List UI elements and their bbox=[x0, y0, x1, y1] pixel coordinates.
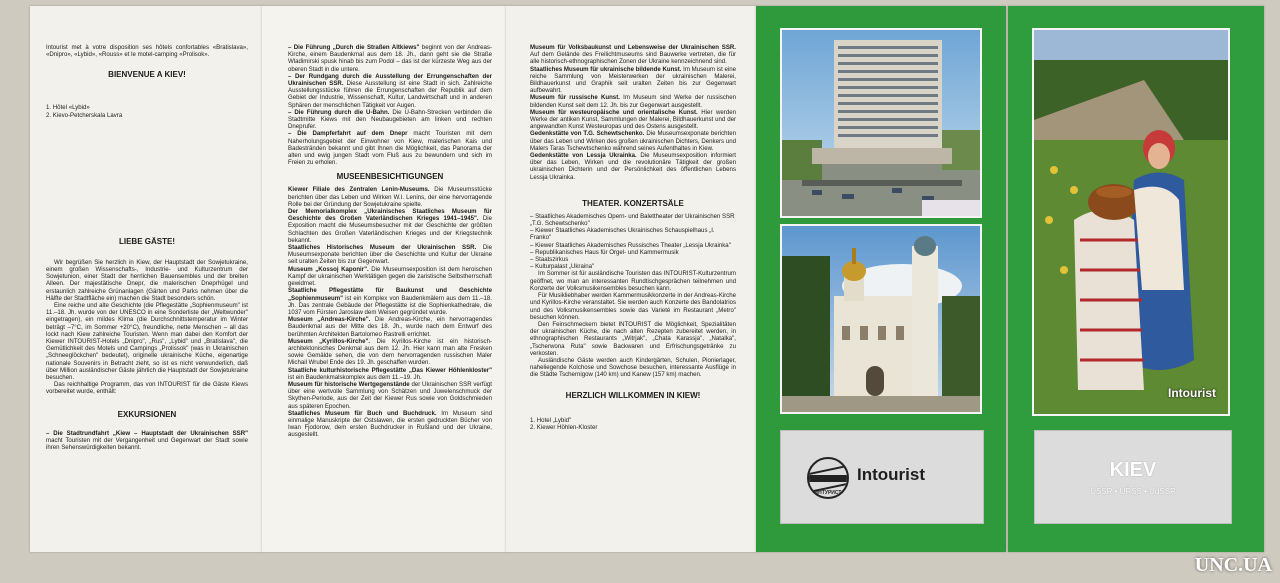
theater-opera: – Staatliches Akademisches Opern- und Balettheater der Ukrainischen SSR „T.G. Schewtschenko" bbox=[530, 212, 735, 228]
culture-center-text: Im Sommer ist für ausländische Touristen das INTOURIST-Kulturzentrum geöffnet, wo man an interessanten Rundtischgesprächen teilnehmen und Konzerte der Volksmusikensembles besuchen kann. bbox=[530, 270, 736, 292]
intourist-plate bbox=[780, 430, 984, 524]
panel-2-text bbox=[288, 44, 492, 439]
memorial-ukrainka: Gedenkstätte von Lessja Ukrainka. Die Museumsexposition informiert über das Leben, Wirken und die revolutionäre Tätigkeit der großen ukrainischen Dichterin und der Persönlichkeit des öffentlichen Lebens Lessja Ukrainka. bbox=[530, 152, 736, 181]
emblem-label: ИНТУРИСТ bbox=[814, 490, 842, 496]
lavra-monastery-photo bbox=[780, 224, 982, 414]
tour-boat: – Die Dampferfahrt auf dem Dnepr macht Touristen mit dem Naherholungsgebiet der Einwohner von Kiew, malerischen Kais und Badestränden bekannt und gibt Ihnen die Möglichkeit, das Panorama der alten und ewig jungen Stadt vom Fluß aus zu bewundern und sich im Freien zu erholen. bbox=[288, 130, 493, 167]
museum-rus-art: Museum für russische Kunst. Im Museum sind Werke der russischen bildenden Kunst seit dem 12. Jh. bis zur Gegenwart ausgestellt. bbox=[530, 94, 736, 109]
intourist-brand: Intourist bbox=[857, 465, 925, 484]
memorial-shevchenko: Gedenkstätte von T.G. Schewtschenko. Die Museumsexponate berichten über das Leben und Wirken des großen ukrainischen Dichters, Denkers und Malers Taras Tschewtschenko während seines Aufenthaltes in Kiew. bbox=[530, 130, 736, 152]
kiev-title-plate bbox=[1034, 430, 1232, 524]
museum-west-art: Museum für westeuropäische und orientalische Kunst. Hier werden Werke der antiken Kunst, Sammlungen der Malerei, Bildhauerkunst und der angewandten Kunst Westeuropas und des Ostens ausgestellt. bbox=[530, 108, 737, 131]
title-museen: MUSEENBESICHTIGUNGEN bbox=[336, 172, 444, 182]
museum-historical: Staatliches Historisches Museum der Ukrainischen SSR. Die Museumsexponate berichten über die Geschichte und Kultur der Ukraine seit uralten Zeiten bis zur Gegenwart. bbox=[288, 244, 492, 266]
title-willkommen: HERZLICH WILLKOMMEN IN KIEW! bbox=[565, 390, 701, 400]
museum-books: Staatliches Museum für Buch und Buchdruck. Im Museum sind einmalige Manuskripte der Ostslawen, die ersten gedruckten Bücher von Iwan Fjodorow, dem ersten Buchdrucker in Rußland und der Ukraine, ausgestellt. bbox=[288, 409, 492, 439]
legend-hotel: 1. Hotel „Lybid" bbox=[530, 416, 572, 424]
panel-1-welcome bbox=[30, 6, 262, 552]
panel-5-cover bbox=[1008, 6, 1264, 552]
city-subtitle: USSR • URSS • UdSSR bbox=[1090, 487, 1176, 496]
museum-folk: Museum für Volksbaukunst und Lebensweise der Ukrainischen SSR. Auf dem Gelände des Freilichtmuseums sind Bauwerke vertreten, die für alle historisch-ethnographischen Zonen der Ukraine kennzeichnend sind. bbox=[530, 44, 736, 66]
welcome-paragraph-2: Eine reiche und alte Geschichte (die Pflegestätte „Sophienmuseum" ist 11.–18. Jh. wurde von der UNESCO in eine Sonderliste der „Weltwunder" eingetragen), ein mildes Klima (die Durchschnittstemperatur im Winter beträgt –7°C, im Sommer +20°C), freundliche, nette Menschen – all das lockt nach Kiew zahlreiche Touristen. Wenn man dabei den Komfort der Kiewer INTOURIST-Hotels „Dnipro", „Rus", „Lybid" und „Bratislava", die Gemütlichkeit des Motels und Campings „Prolissok" (was in Ukrainischen „Schneeglöckchen" bedeutet), originelle ukrainische Küche, eigenartige nationale Souvenirs in Betracht zieht, so ist es nicht verwunderlich, daß über Million ausländischer Gäste jährlich die Hauptstadt der Sowjetukraine besuchen. bbox=[46, 302, 248, 382]
excursion-1: – Die Stadtrundfahrt „Kiew – Hauptstadt der Ukrainischen SSR" macht Touristen mit der Vergangenheit und Gegenwart der Stadt sowie ihren Sehenswürdigkeiten bekannt. bbox=[46, 429, 248, 452]
panel-3-text bbox=[530, 44, 736, 431]
title-liebe-gaeste: LIEBE GÄSTE! bbox=[118, 236, 175, 246]
intourist-emblem-icon bbox=[807, 457, 849, 499]
tour-old-kiev: – Die Führung „Durch die Straßen Altkiews" beginnt von der Andreas-Kirche, einem Baudenkmal aus dem 18. Jh., dann geht sie die Straße Wladimirski spusk hinab bis zum Podol – das ist der kürzeste Weg aus der oberen Stadt in die untere. bbox=[288, 44, 492, 73]
museum-kossoj-kaponir: Museum „Kossoj Kaponir". Die Museumsexposition ist dem heroischen Kampf der ukrainischen Werktätigen gegen die zaristische Selbstherrschaft gewidmet. bbox=[288, 265, 492, 288]
welcome-paragraph-1: Wir begrüßen Sie herzlich in Kiew, der Hauptstadt der Sowjetukraine, einem großen Wissenschafts-, Industrie- und Kulturzentrum der Sowjetunion, einer Stadt der herrlichen Bauensembles und der breiten Alleen. Der majestätische Dnepr, die malerischen Dneprhügel und erstaunlich zahlreiche Grünanlagen (Gärten und Parks nehmen über die Hälfte der Stadtfläche ein) machen die Stadt besonders schön. bbox=[46, 258, 248, 302]
panel-2-excursions-museums bbox=[262, 6, 506, 552]
legend-item-1: 1. Hôtel «Lybid» bbox=[46, 104, 90, 112]
museum-andreas: Museum „Andreas-Kirche". Die Andreas-Kirche, ein hervorragendes Baudenkmal aus der Mitte des 18. Jh., wurde nach dem Entwurf des berühmten Architekten Bartolomeo Rastrelli errichtet. bbox=[288, 316, 493, 338]
museum-lenin: Kiewer Filiale des Zentralen Lenin-Museums. Die Museumsstücke berichten über das Leben und Wirken W.I. Lenins, der eine hervorragende Rolle bei der Gründung der Sowjetukraine spielte. bbox=[288, 186, 492, 208]
title-theater: THEATER. KONZERTSÄLE bbox=[582, 198, 684, 208]
intro-text: Intourist met à votre disposition ses hôtels confortables «Bratislava», «Dnipro», «Lybid», «Rouss» et le motel-camping «Prolisok». bbox=[46, 44, 248, 59]
intourist-photo-brand: Intourist bbox=[1168, 386, 1216, 400]
music-text: Für Musikliebhaber werden Kammermusikkonzerte in der Andreas-Kirche und Kyrillos-Kirche veranstaltet. Sie werden auch Konzerte des Bandolatrios und des Volksmusikensembles sowie das Varieté im Restaurant „Metro" besuchen können. bbox=[530, 292, 736, 321]
museum-treasures: Museum für historische Wertgegenstände der Ukrainischen SSR verfügt über eine wertvolle Sammlung von Schätzen und Juwelenschmuck der Skythen-Periode, aus der Zeit der Kiewer Rus sowie von Goldschmieden aus späteren Epochen. bbox=[288, 380, 492, 410]
city-title: KIEV bbox=[1109, 459, 1157, 481]
theater-ukrainka: – Kiewer Staatliches Akademisches Russisches Theater „Lessja Ukrainka" bbox=[530, 241, 731, 249]
theater-ukraina: – Kulturpalast „Ukraina" bbox=[530, 263, 595, 271]
museum-war-memorial: Der Memorialkomplex „Ukrainisches Staatliches Museum für Geschichte des Großen Vaterländischen Krieges 1941–1945". Die Exposition macht die Museumsbesucher mit der Geschichte der größten Schlachten des Großen Vaterländischen Krieges und der Kriegstechnik bekannt. bbox=[288, 208, 492, 244]
museum-ukr-art: Staatliches Museum für ukrainische bildende Kunst. Im Museum ist eine reiche Sammlung von Meisterwerken der ukrainischen Malerei, Bildhauerkunst und Graphik seit uralten Zeiten bis zur Gegenwart aufbewahrt. bbox=[530, 65, 736, 95]
tour-metro: – Die Führung durch die U-Bahn. Die U-Bahn-Strecken verbinden die Stadtmitte Kiews mit den Neubaugebieten am linken und rechten Dneprufer. bbox=[288, 108, 492, 131]
tour-exhibition: – Der Rundgang durch die Ausstellung der Errungenschaften der Ukrainischen SSR. Diese Ausstellung ist eine Stadt in sich. Zahlreiche Ausstellungsstücke führen die Errungenschaften der Republik auf dem Gebiet der Industrie, Wissenschaft, Kultur, Landwirtschaft und in anderen Sphären der menschlichen Tätigkeit vor Augen. bbox=[288, 72, 492, 109]
theater-circus: – Staatszirkus bbox=[530, 256, 569, 264]
foreign-guests-text: Ausländische Gäste werden auch Kindergärten, Schulen, Pionierlager, naheliegende Kolchose und Sowchose besuchen, interessante Ausflüge in die Städte Tschernigow (140 km) und Kanew (157 km) machen. bbox=[530, 356, 736, 379]
panel-1-text bbox=[46, 44, 248, 451]
watermark: UNC.UA bbox=[1194, 554, 1272, 576]
title-exkursionen: EXKURSIONEN bbox=[117, 409, 177, 419]
museum-sophien: Staatliche Pflegestätte für Baukunst und Geschichte „Sophienmuseum" ist ein Komplex von Baudenkmälern aus dem 11.–18. Jh. Das zentrale Gebäude der Pflegestätte ist die Sophienkathedrale, die 1037 vom Fürsten Jaroslaw dem Weisen gegründet wurde. bbox=[288, 287, 492, 316]
welcome-paragraph-3: Das reichhaltige Programm, das von INTOURIST für die Gäste Kiews vorbereitet wurde, enthält: bbox=[46, 381, 248, 396]
panel-3-theaters bbox=[506, 6, 756, 552]
gourmet-text: Den Feinschmeckern bietet INTOURIST die Möglichkeit, Spezialitäten der ukrainischen Küche, die nach alten Rezepten zubereitet werden, in ethnographischen Restaurants „Witrjak", „Chata Karassja", „Natalka", „Tscherwona Ruta" sowie Backwaren und Erfrischungsgetränke zu verkosten. bbox=[530, 320, 736, 357]
folk-costume-photo bbox=[1032, 28, 1230, 416]
museum-lavra: Staatliche kulturhistorische Pflegestätte „Das Kiewer Höhlenkloster" ist ein Baudenkmalskomplex aus dem 11.–19. Jh. bbox=[288, 366, 492, 381]
theater-organ: – Republikanisches Haus für Orgel- und Kammermusik bbox=[530, 248, 679, 256]
legend-item-2: 2. Kievo-Petcherskala Lavra bbox=[46, 111, 123, 119]
legend-lavra: 2. Kiewer Höhlen-Kloster bbox=[530, 423, 598, 431]
hotel-lybid-photo bbox=[780, 28, 982, 218]
title-bienvenue: BIENVENUE A KIEV! bbox=[108, 70, 186, 80]
theater-franko: – Kiewer Staatliches Akademisches Ukrainisches Schauspielhaus „I. Franko" bbox=[530, 227, 715, 242]
panel-4-photos bbox=[756, 6, 1006, 552]
museum-kyrillos: Museum „Kyrillos-Kirche". Die Kyrillos-Kirche ist ein historisch-architektonisches Denkmal aus dem 12. Jh. Hier kann man alte Fresken sowie Gemälde sehen, die von dem hervorragenden russischen Maler Michail Wrubel Ende des 19. Jh. geschaffen wurden. bbox=[288, 337, 493, 367]
